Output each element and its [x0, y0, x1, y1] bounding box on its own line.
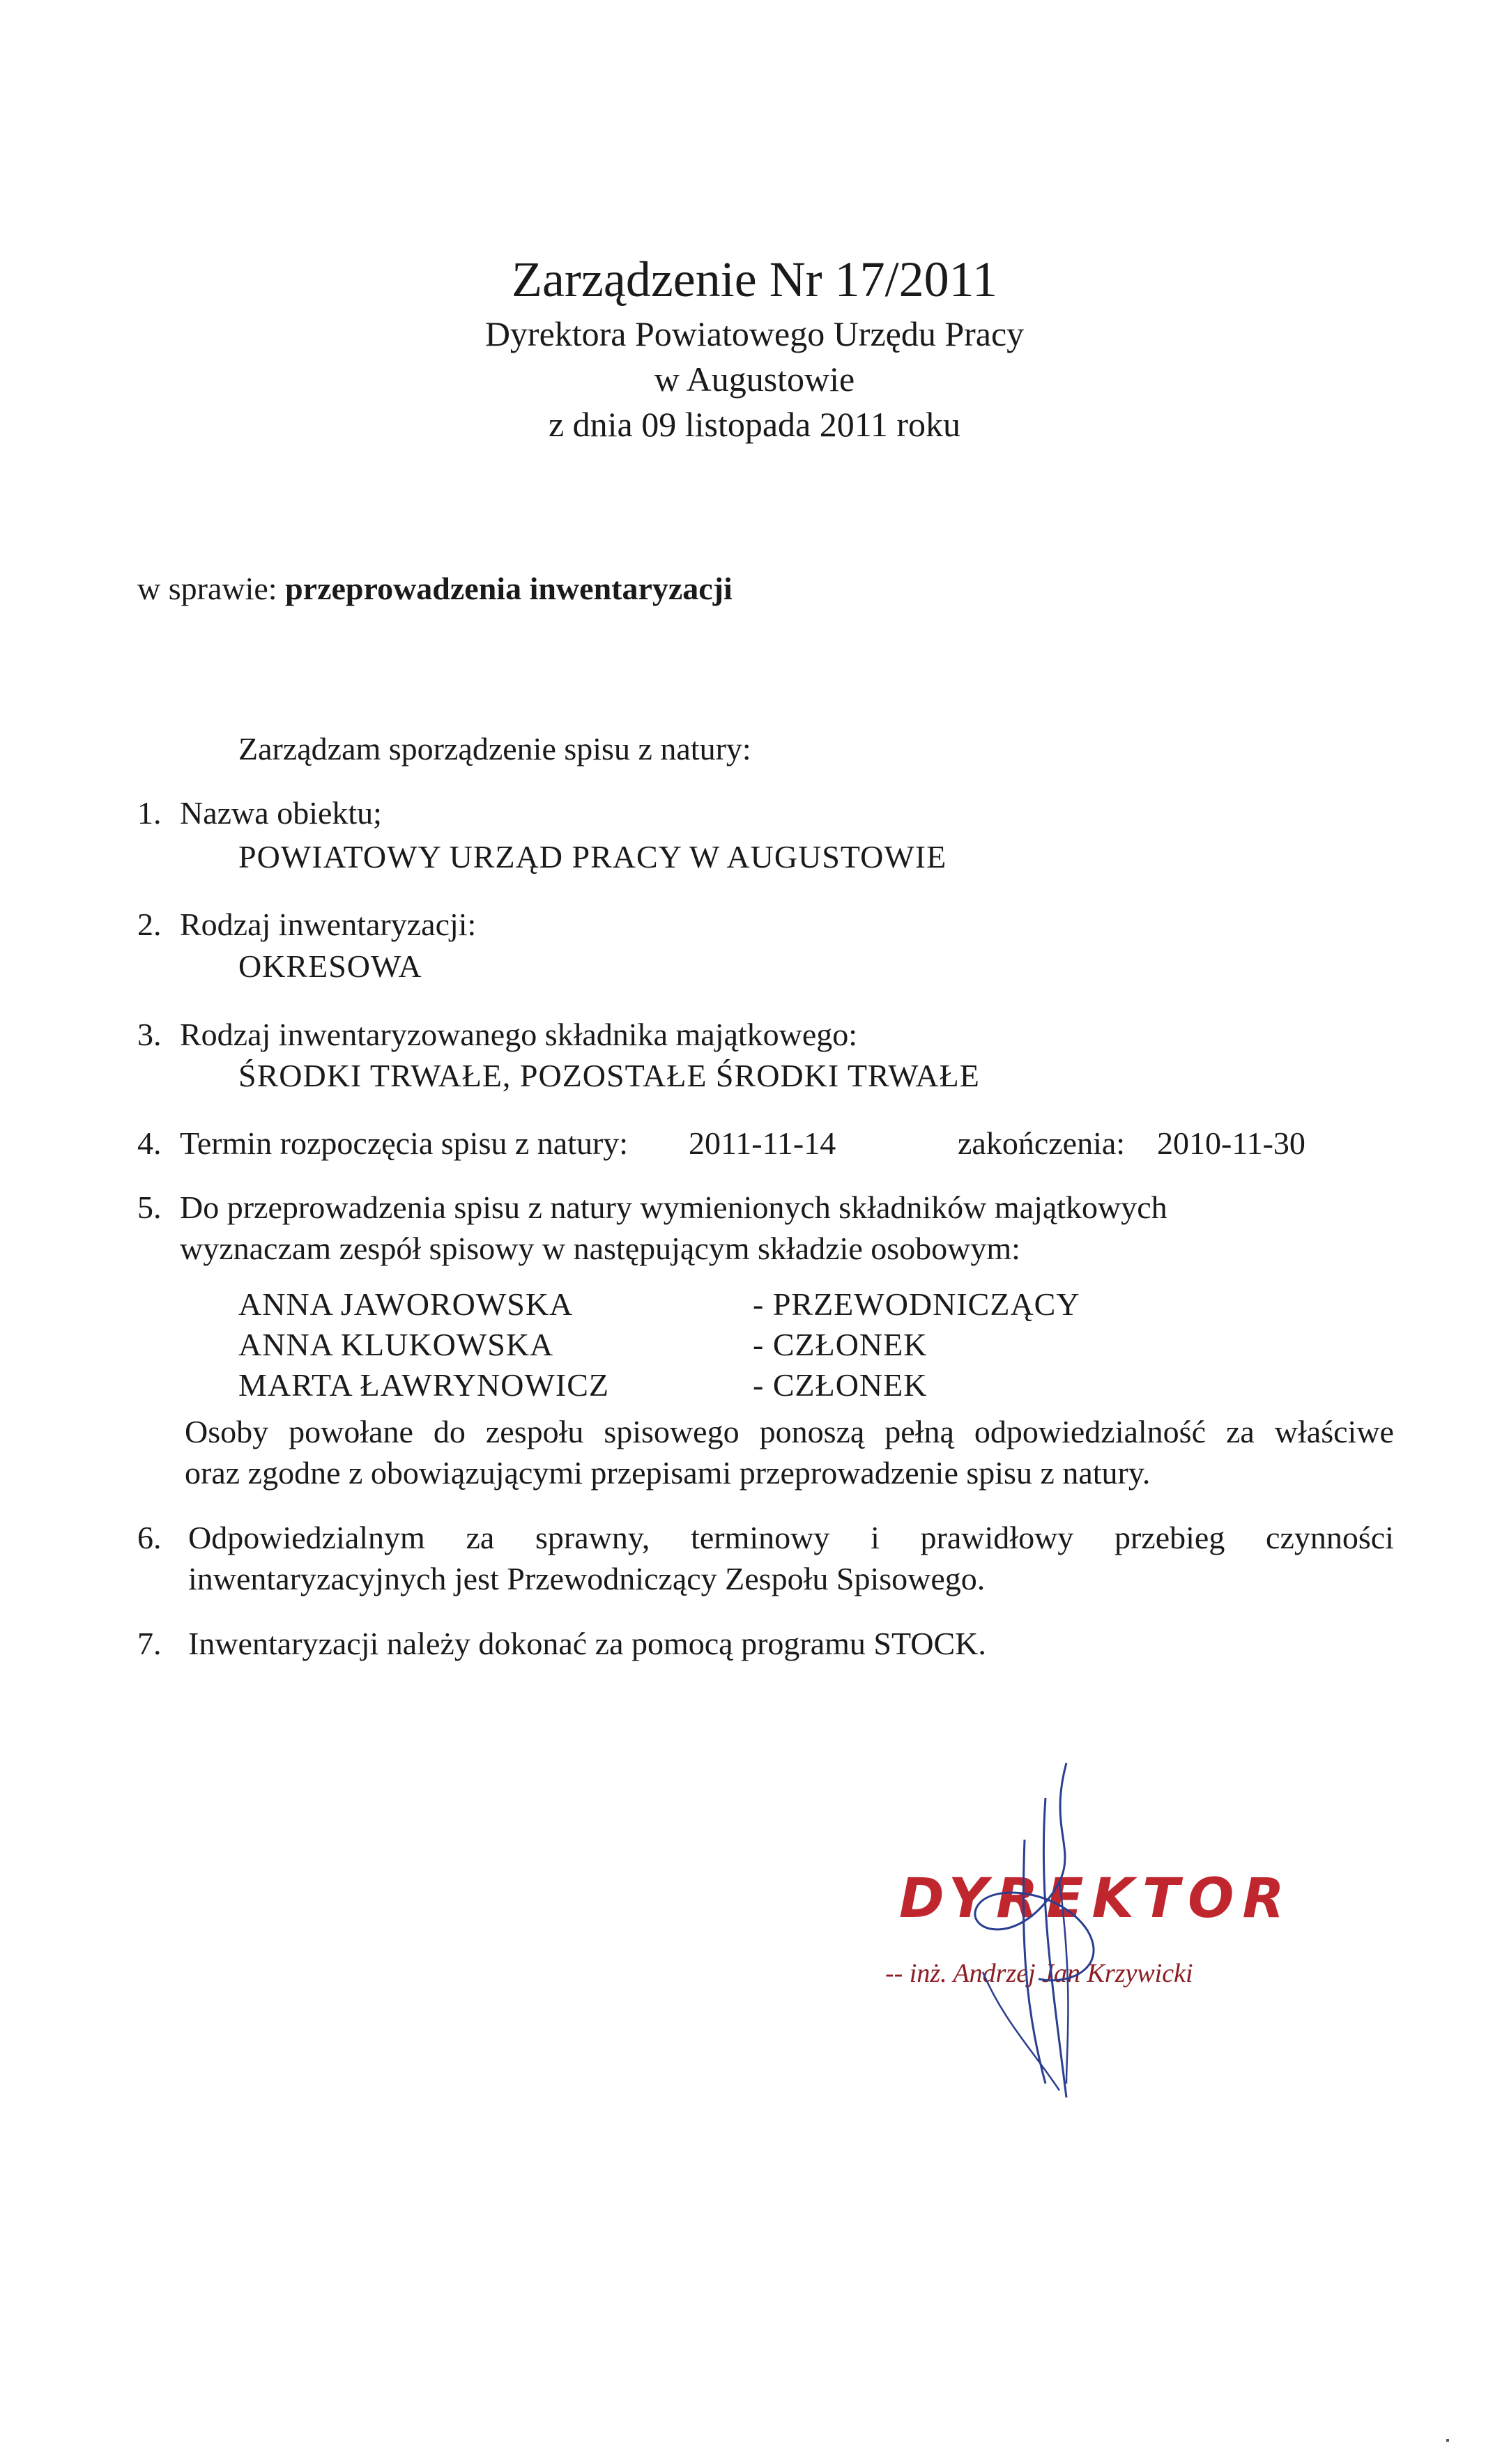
date-line: z dnia 09 listopada 2011 roku — [548, 405, 961, 444]
document-title: Zarządzenie Nr 17/2011 — [511, 252, 997, 307]
item6-word: prawidłowy — [920, 1520, 1074, 1555]
scan-mark — [1446, 2439, 1449, 2442]
intro-line: Zarządzam sporządzenie spisu z natury: — [238, 731, 751, 767]
note-word: zespołu — [485, 1414, 584, 1449]
note-word: spisowego — [604, 1414, 740, 1449]
subject-text: przeprowadzenia inwentaryzacji — [285, 571, 733, 606]
issuer-line: Dyrektora Powiatowego Urzędu Pracy — [484, 314, 1025, 353]
item-value: ŚRODKI TRWAŁE, POZOSTAŁE ŚRODKI TRWAŁE — [238, 1058, 980, 1093]
item5-note-line1 — [185, 1413, 1394, 1450]
start-date: 2011-11-14 — [689, 1125, 836, 1161]
item6-word: czynności — [1266, 1520, 1394, 1555]
note-word: pełną — [884, 1414, 954, 1449]
start-label: Termin rozpoczęcia spisu z natury: — [180, 1125, 629, 1161]
item-value: OKRESOWA — [238, 948, 422, 984]
subject-line — [137, 570, 733, 607]
item6-word: sprawny, — [535, 1520, 650, 1555]
note-word: odpowiedzialność — [974, 1414, 1207, 1449]
note-word: właściwe — [1274, 1414, 1394, 1449]
item5-note-line2: oraz zgodne z obowiązującymi przepisami przeprowadzenie spisu z natury. — [185, 1455, 1151, 1491]
director-stamp-title: DYREKTOR — [899, 1868, 1293, 1930]
team-member-name: ANNA KLUKOWSKA — [238, 1327, 554, 1362]
item-number: 2. — [137, 907, 162, 942]
handwritten-signature — [836, 1756, 1227, 2118]
item-label: Rodzaj inwentaryzowanego składnika majątkowego: — [180, 1017, 858, 1052]
note-word: za — [1225, 1414, 1255, 1449]
item-number: 6. — [137, 1520, 162, 1555]
team-member-role: - PRZEWODNICZĄCY — [753, 1286, 1080, 1322]
item6-word: terminowy — [691, 1520, 830, 1555]
item-number: 4. — [137, 1125, 162, 1161]
item7-text: Inwentaryzacji należy dokonać za pomocą programu STOCK. — [188, 1626, 986, 1661]
item-number: 7. — [137, 1626, 162, 1661]
item-number: 5. — [137, 1189, 162, 1225]
team-member-role: - CZŁONEK — [753, 1367, 928, 1403]
end-label: zakończenia: — [958, 1125, 1126, 1161]
note-word: powołane — [289, 1414, 413, 1449]
director-stamp-name: -- inż. Andrzej Jan Krzywicki — [885, 1959, 1193, 1988]
note-word: Osoby — [185, 1414, 269, 1449]
item6-word: przebieg — [1114, 1520, 1225, 1555]
item6-word: Odpowiedzialnym — [188, 1520, 425, 1555]
location-line: w Augustowie — [654, 360, 855, 399]
note-word: do — [433, 1414, 466, 1449]
item-value: POWIATOWY URZĄD PRACY W AUGUSTOWIE — [238, 839, 947, 875]
item5-line1: Do przeprowadzenia spisu z natury wymienionych składników majątkowych — [180, 1189, 1167, 1225]
item6-word: za — [466, 1520, 495, 1555]
note-word: ponoszą — [759, 1414, 865, 1449]
team-member-role: - CZŁONEK — [753, 1327, 928, 1362]
item5-line2: wyznaczam zespół spisowy w następującym składzie osobowym: — [180, 1231, 1020, 1266]
team-member-name: ANNA JAWOROWSKA — [238, 1286, 574, 1322]
end-date: 2010-11-30 — [1157, 1125, 1305, 1161]
item6-word: i — [871, 1520, 880, 1555]
subject-prefix: w sprawie: — [137, 571, 277, 606]
item-label: Rodzaj inwentaryzacji: — [180, 907, 477, 942]
item6-line1 — [188, 1519, 1394, 1556]
item-number: 3. — [137, 1017, 162, 1052]
team-member-name: MARTA ŁAWRYNOWICZ — [238, 1367, 610, 1403]
item-label: Nazwa obiektu; — [180, 795, 382, 831]
item6-line2: inwentaryzacyjnych jest Przewodniczący Zespołu Spisowego. — [188, 1561, 986, 1596]
item-number: 1. — [137, 795, 162, 831]
